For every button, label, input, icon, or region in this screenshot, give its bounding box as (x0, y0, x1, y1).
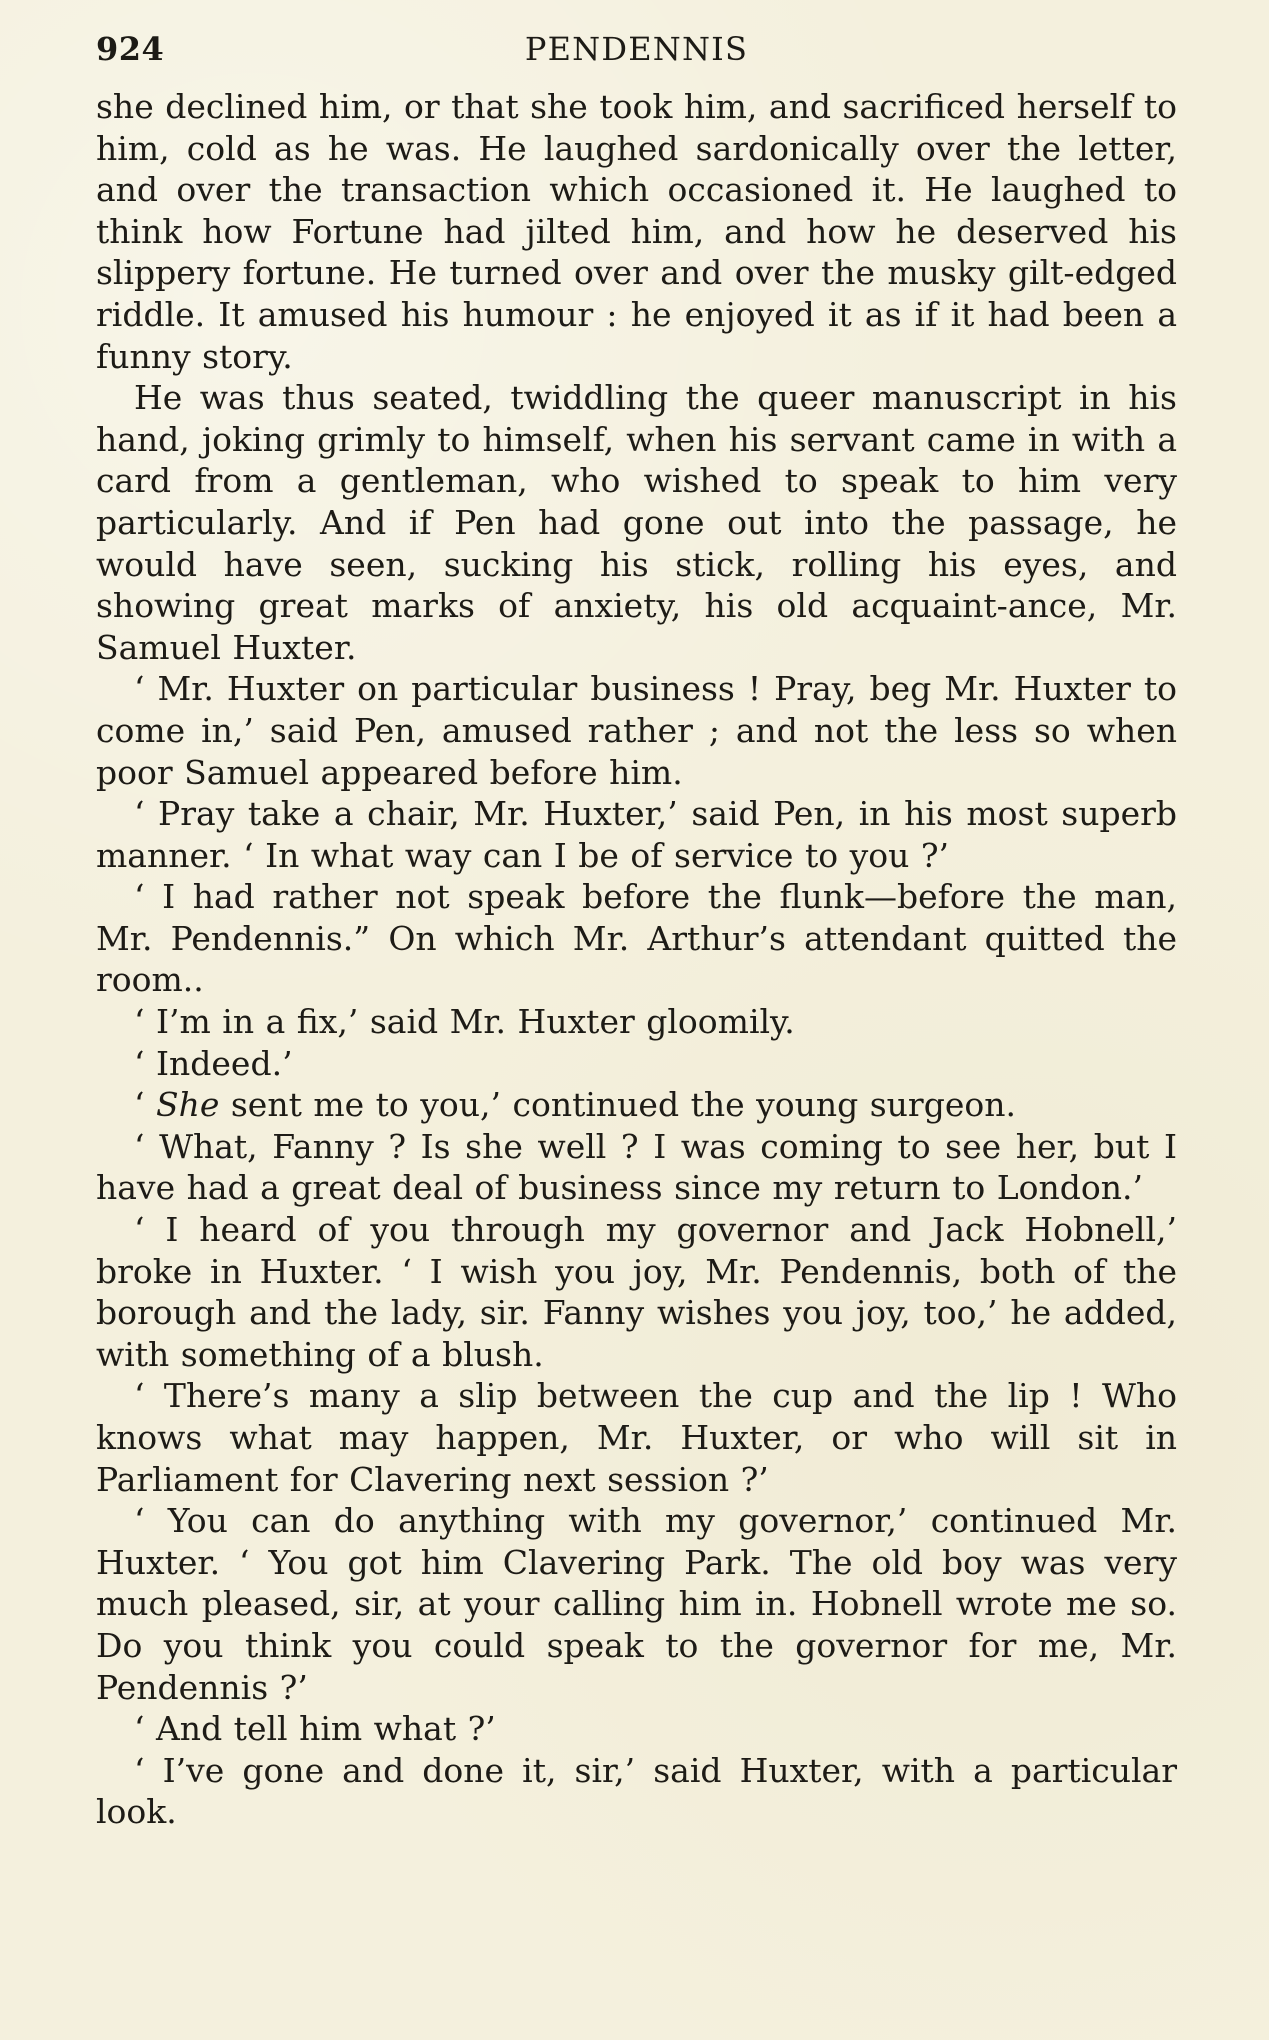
paragraph-12: ‘ You can do anything with my governor,’ continued Mr. Huxter. ‘ You got him Clavering Park. The old boy was very much pleased, sir, at your calling him in. Hobnell wrote me so. Do you think you could speak to the governor for me, Mr. Pendennis ?’ (96, 1501, 1177, 1707)
body-text (96, 86, 1177, 1833)
page-number: 924 (96, 30, 165, 68)
paragraph-13: ‘ And tell him what ?’ (134, 1709, 496, 1749)
paragraph-11: ‘ There’s many a slip between the cup and the lip ! Who knows what may happen, Mr. Huxter, or who will sit in Parliament for Clavering next session ?’ (96, 1376, 1177, 1499)
paragraph-8-italic-word: She (155, 1085, 220, 1125)
paragraph-1: she declined him, or that she took him, and sacrificed herself to him, cold as he was. He laughed sardonically over the letter, and over the transaction which occasioned it. He laughed to think how Fortune had jilted him, and how he deserved his slippery fortune. He turned over and over the musky gilt-edged riddle. It amused his humour : he enjoyed it as if it had been a funny story. (96, 87, 1177, 376)
paragraph-8-prefix: ‘ (134, 1085, 156, 1125)
running-head (96, 30, 1177, 76)
paragraph-5: ‘ I had rather not speak before the flunk—before the man, Mr. Pendennis.” On which Mr. Arthur’s attendant quitted the room.. (96, 877, 1177, 1000)
running-title: PENDENNIS (524, 30, 749, 68)
paragraph-7: ‘ Indeed.’ (134, 1043, 293, 1083)
paragraph-2: He was thus seated, twiddling the queer manuscript in his hand, joking grimly to himself, when his servant came in with a card from a gentleman, who wished to speak to him very particularly. And if Pen had gone out into the passage, he would have seen, sucking his stick, rolling his eyes, and showing great marks of anxiety, his old acquaint-ance, Mr. Samuel Huxter. (96, 378, 1177, 667)
paragraph-14: ‘ I’ve gone and done it, sir,’ said Huxter, with a particular look. (96, 1750, 1177, 1832)
paragraph-6: ‘ I’m in a fix,’ said Mr. Huxter gloomily. (134, 1002, 795, 1042)
paragraph-10: ‘ I heard of you through my governor and Jack Hobnell,’ broke in Huxter. ‘ I wish you joy, Mr. Pendennis, both of the borough and the lady, sir. Fanny wishes you joy, too,’ he added, with something of a blush. (96, 1210, 1177, 1374)
paragraph-3: ‘ Mr. Huxter on particular business ! Pray, beg Mr. Huxter to come in,’ said Pen, amused rather ; and not the less so when poor Samuel appeared before him. (96, 669, 1177, 792)
paragraph-8 (96, 1084, 1177, 1126)
paragraph-8-suffix: sent me to you,’ continued the young surgeon. (219, 1085, 1016, 1125)
paragraph-4: ‘ Pray take a chair, Mr. Huxter,’ said Pen, in his most superb manner. ‘ In what way can I be of service to you ?’ (96, 794, 1177, 875)
paragraph-9: ‘ What, Fanny ? Is she well ? I was coming to see her, but I have had a great deal of business since my return to London.’ (96, 1126, 1177, 1208)
